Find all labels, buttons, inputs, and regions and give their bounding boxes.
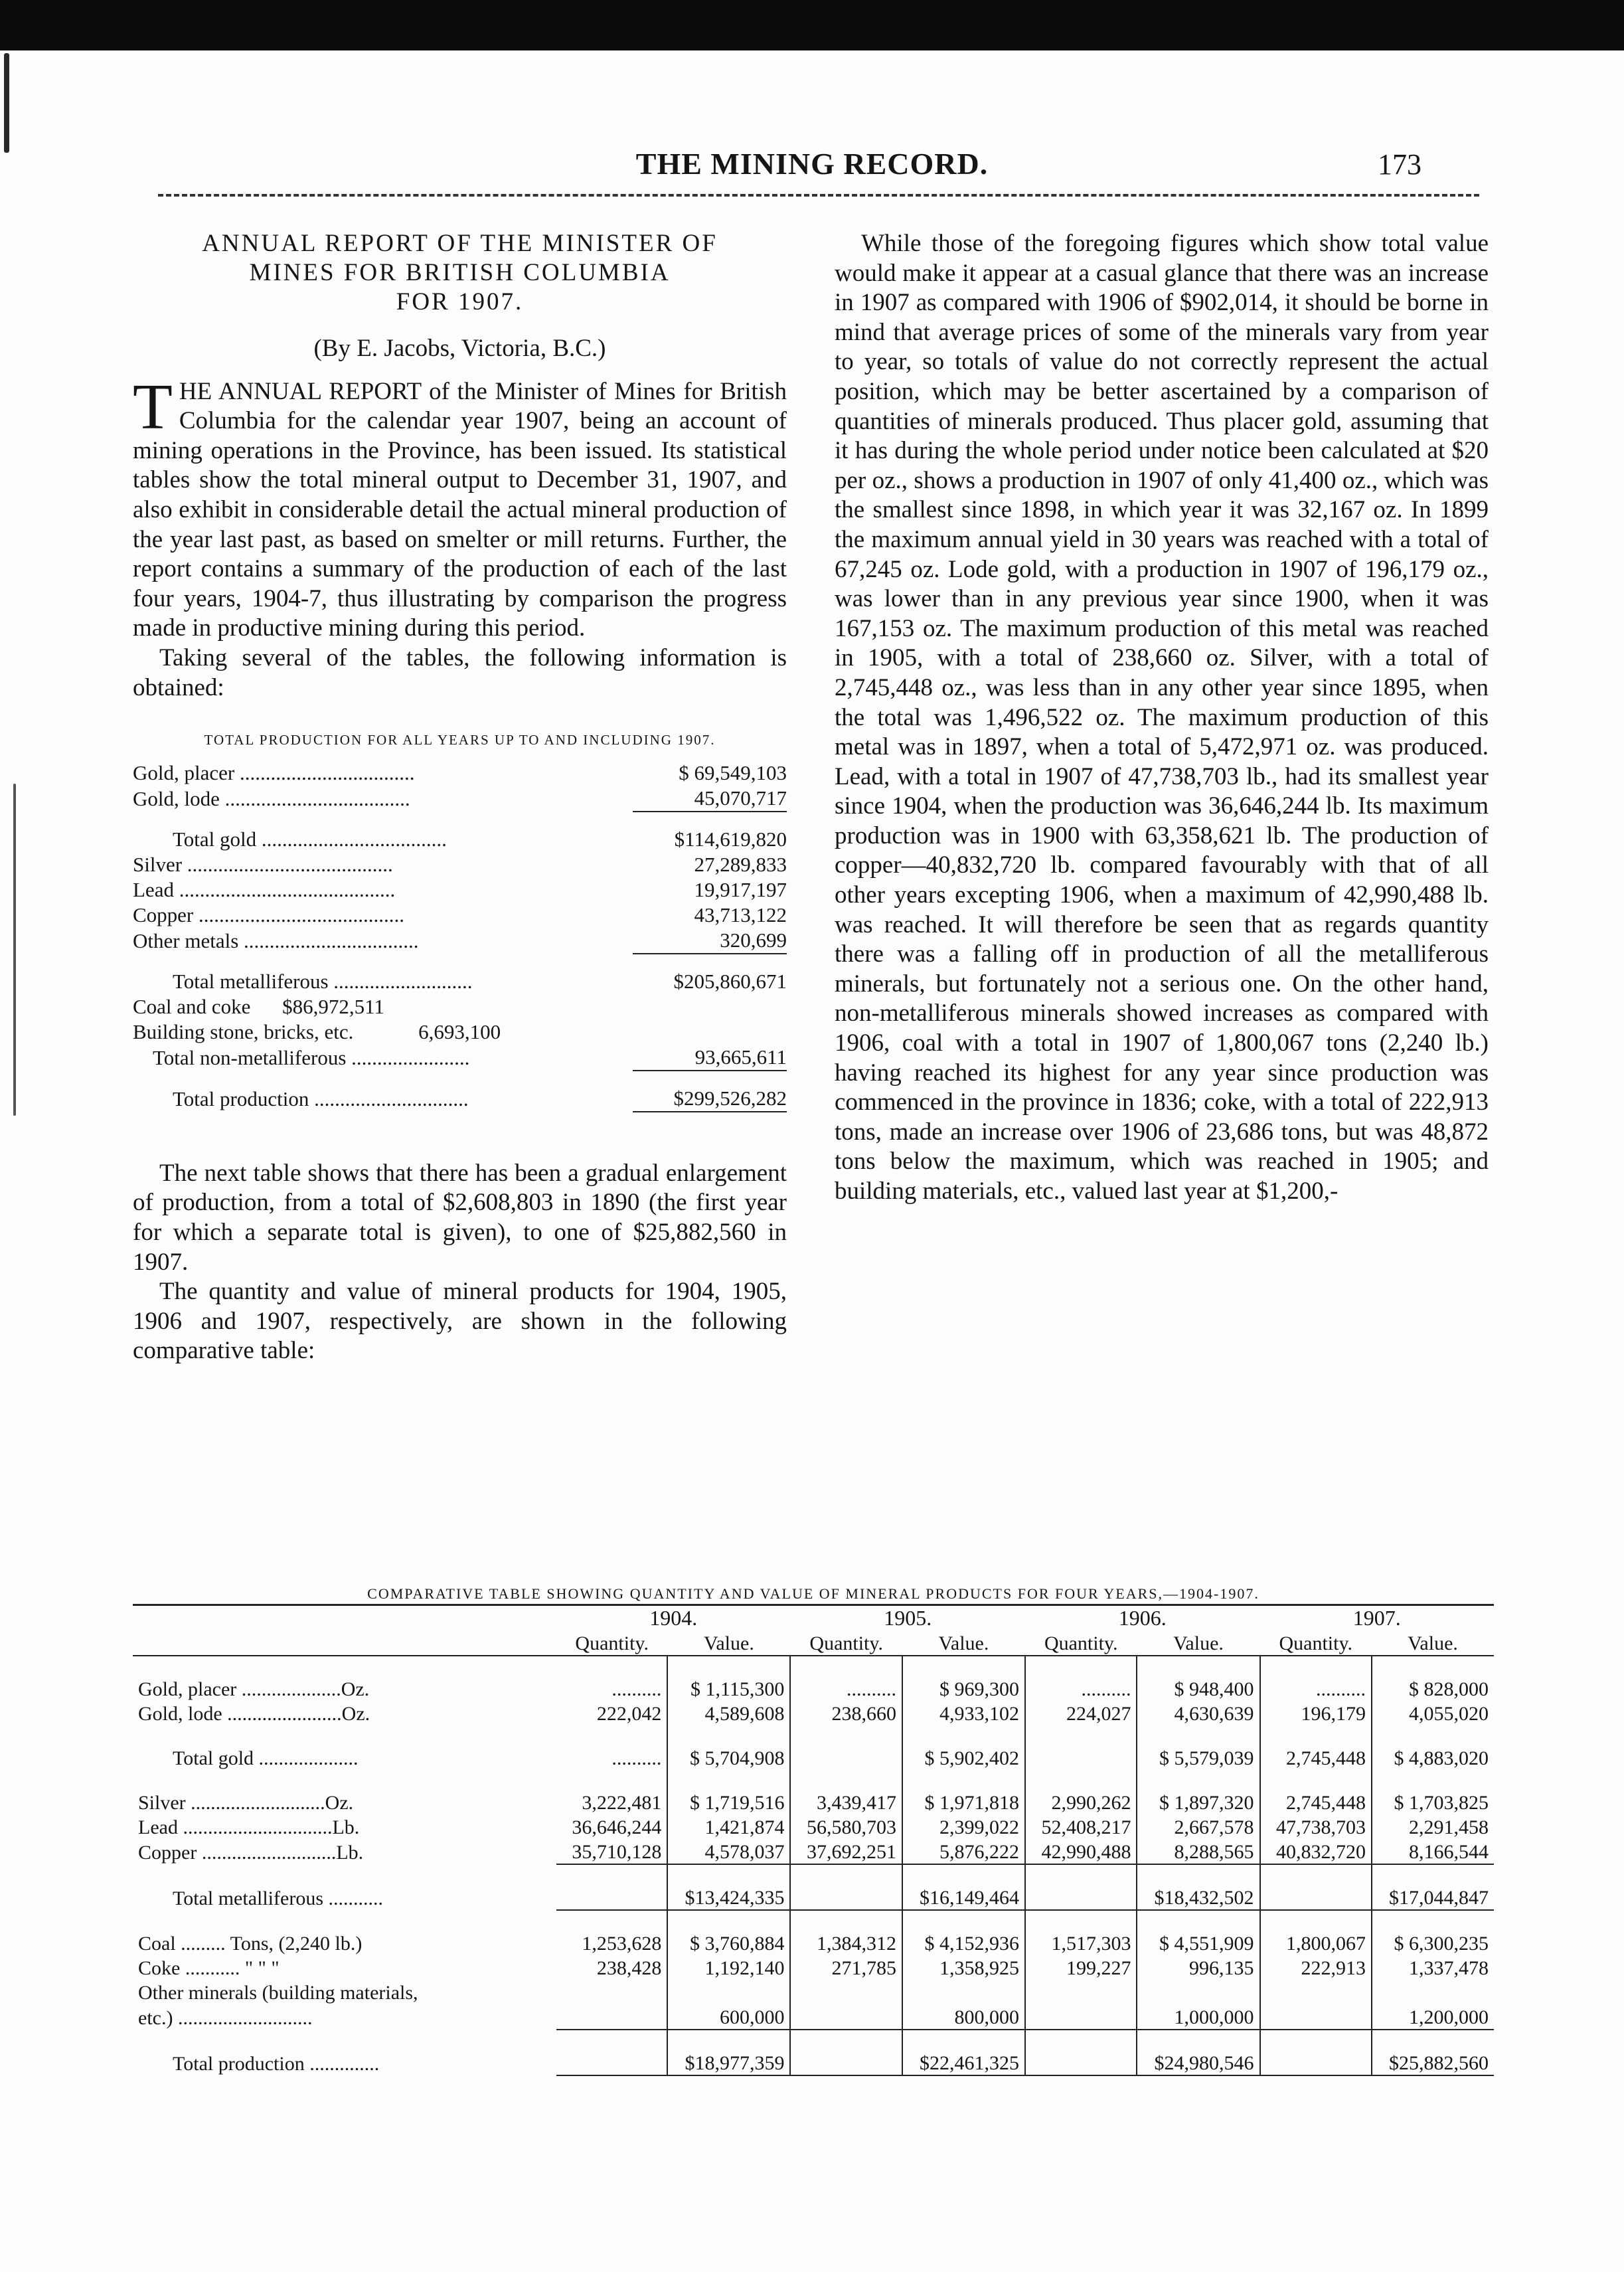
- value-cell: 600,000: [667, 2004, 790, 2030]
- quantity-cell: [790, 2050, 902, 2075]
- comparative-table: [133, 1604, 1494, 2076]
- table-row: [133, 1676, 1494, 1701]
- row-value: 27,289,833: [694, 852, 787, 876]
- article-title: [133, 229, 787, 317]
- row-value: $205,860,671: [673, 969, 787, 993]
- value-cell: $16,149,464: [902, 1885, 1025, 1910]
- value-cell: $ 1,897,320: [1137, 1790, 1259, 1814]
- value-cell: 4,055,020: [1409, 1703, 1489, 1725]
- quantity-cell: 222,913: [1260, 1955, 1372, 1980]
- value-cell: 1,200,000: [1372, 2004, 1494, 2030]
- paragraph: The next table shows that there has been a gradual enlargement of production, from a total of $2,608,803 in 1890 (the first year for which a separate total is given), to one of $25,882,560 in 1907.: [133, 1159, 787, 1276]
- quantity-cell: 2,745,448: [1260, 1790, 1372, 1814]
- val-header: Value.: [1372, 1630, 1494, 1656]
- qty-header: Quantity.: [556, 1630, 667, 1656]
- table-row: [133, 1045, 787, 1071]
- value-cell: $13,424,335: [667, 1885, 790, 1910]
- row-label: Total metalliferous ...........................: [173, 969, 473, 993]
- quantity-cell: 196,179: [1260, 1701, 1372, 1725]
- value-cell: 2,291,458: [1409, 1816, 1489, 1838]
- paragraph: [133, 371, 787, 644]
- value-cell: $ 1,719,516: [667, 1790, 790, 1814]
- quantity-cell: ..........: [1260, 1676, 1372, 1701]
- table-row: [133, 903, 787, 928]
- row-label: Lead ..............................Lb.: [138, 1816, 360, 1838]
- drop-cap: T: [133, 371, 173, 443]
- row-label: Gold, placer ..................................: [133, 760, 415, 784]
- value-cell: $22,461,325: [902, 2050, 1025, 2075]
- table-row: [133, 1814, 1494, 1839]
- table-row: [133, 877, 787, 903]
- row-label: Coke ........... " " ": [138, 1957, 280, 1979]
- total-production-table: [133, 760, 787, 1112]
- quantity-cell: 37,692,251: [790, 1839, 902, 1864]
- row-value: $114,619,820: [674, 827, 787, 851]
- quantity-cell: 1,517,303: [1025, 1931, 1137, 1955]
- table-row: [133, 760, 787, 786]
- table-row: [133, 2050, 1494, 2075]
- row-label: Coal ......... Tons, (2,240 lb.): [138, 1933, 363, 1955]
- quantity-cell: ..........: [556, 1745, 667, 1770]
- row-label: Total gold ....................................: [173, 827, 447, 851]
- row-label: Total non-metalliferous .......................: [153, 1045, 470, 1069]
- quantity-cell: 3,439,417: [790, 1790, 902, 1814]
- value-cell: 2,399,022: [902, 1814, 1025, 1839]
- comparative-table-caption: COMPARATIVE TABLE SHOWING QUANTITY AND VALUE OF MINERAL PRODUCTS FOR FOUR YEARS,—1904-1907.: [367, 1585, 1259, 1602]
- table-row: [133, 786, 787, 812]
- table-row: [133, 852, 787, 877]
- value-cell: $ 5,579,039: [1137, 1745, 1259, 1770]
- quantity-cell: ..........: [556, 1676, 667, 1701]
- value-cell: 1,000,000: [1137, 2004, 1259, 2030]
- row-label: Other minerals (building materials,: [138, 1982, 418, 2004]
- row-value: $ 69,549,103: [679, 760, 787, 784]
- row-label: Silver ...........................Oz.: [138, 1792, 354, 1814]
- value-cell: $ 5,902,402: [902, 1745, 1025, 1770]
- value-cell: $18,977,359: [667, 2050, 790, 2075]
- coal-value: $86,972,511: [282, 994, 384, 1018]
- quantity-cell: [1025, 2050, 1137, 2075]
- value-cell: $ 5,704,908: [667, 1745, 790, 1770]
- scan-edge-mark: [4, 53, 9, 153]
- title-line: ANNUAL REPORT OF THE MINISTER OF: [202, 230, 718, 257]
- value-cell: $ 4,883,020: [1394, 1747, 1489, 1769]
- quantity-cell: 40,832,720: [1260, 1839, 1372, 1864]
- row-label: Total gold ....................: [173, 1747, 359, 1769]
- row-value: 19,917,197: [694, 877, 787, 901]
- row-label: Total production ..............: [173, 2053, 380, 2075]
- left-column: [133, 229, 787, 1366]
- value-cell: 8,288,565: [1137, 1839, 1259, 1864]
- value-cell: $ 3,760,884: [667, 1931, 790, 1955]
- quantity-cell: [790, 2004, 902, 2030]
- row-value: $299,526,282: [633, 1086, 787, 1112]
- val-header: Value.: [667, 1630, 790, 1656]
- row-label: Silver ........................................: [133, 852, 393, 876]
- row-label: etc.) ...........................: [138, 2007, 313, 2029]
- title-line: FOR 1907.: [396, 288, 524, 315]
- table-row: [133, 969, 787, 994]
- quantity-cell: [1260, 1885, 1372, 1910]
- value-cell: 4,630,639: [1137, 1701, 1259, 1725]
- quantity-cell: ..........: [1025, 1676, 1137, 1701]
- value-cell: $ 1,115,300: [667, 1676, 790, 1701]
- scan-top-border: [0, 0, 1624, 50]
- quantity-cell: [556, 1885, 667, 1910]
- byline: (By E. Jacobs, Victoria, B.C.): [313, 335, 606, 362]
- qty-header: Quantity.: [1260, 1630, 1372, 1656]
- quantity-cell: 42,990,488: [1025, 1839, 1137, 1864]
- quantity-cell: 47,738,703: [1260, 1814, 1372, 1839]
- row-value: 93,665,611: [633, 1045, 787, 1071]
- value-cell: $18,432,502: [1137, 1885, 1259, 1910]
- header-rule: [158, 194, 1479, 197]
- table-row: [133, 1980, 1494, 2004]
- quantity-cell: [1260, 2004, 1372, 2030]
- value-cell: 5,876,222: [902, 1839, 1025, 1864]
- value-cell: $ 4,152,936: [902, 1931, 1025, 1955]
- value-cell: 1,421,874: [667, 1814, 790, 1839]
- table-row: [133, 1086, 787, 1112]
- value-cell: 1,358,925: [902, 1955, 1025, 1980]
- table-row: [133, 827, 787, 852]
- row-label: Gold, lode .......................Oz.: [138, 1703, 370, 1725]
- value-cell: $25,882,560: [1372, 2050, 1494, 2075]
- quantity-cell: 2,990,262: [1025, 1790, 1137, 1814]
- value-cell: 4,933,102: [902, 1701, 1025, 1725]
- table-row: [133, 1745, 1494, 1770]
- value-cell: $ 1,971,818: [902, 1790, 1025, 1814]
- table-caption: TOTAL PRODUCTION FOR ALL YEARS UP TO AND INCLUDING 1907.: [204, 732, 716, 748]
- row-label: Gold, placer ....................Oz.: [138, 1678, 370, 1700]
- right-column: [835, 229, 1489, 1207]
- quantity-cell: [790, 1885, 902, 1910]
- quantity-cell: 1,800,067: [1260, 1931, 1372, 1955]
- scan-edge-mark: [13, 784, 16, 1116]
- quantity-cell: 3,222,481: [556, 1790, 667, 1814]
- quantity-cell: [1260, 2050, 1372, 2075]
- quantity-cell: 238,660: [790, 1701, 902, 1725]
- year-header: 1907.: [1260, 1605, 1495, 1631]
- row-label: Total metalliferous ...........: [173, 1887, 383, 1909]
- value-cell: 4,578,037: [667, 1839, 790, 1864]
- quantity-cell: 35,710,128: [556, 1839, 667, 1864]
- value-cell: 4,589,608: [667, 1701, 790, 1725]
- value-cell: $24,980,546: [1137, 2050, 1259, 2075]
- paragraph-text: HE ANNUAL REPORT of the Minister of Mines for British Columbia for the calendar year 1907, being an account of mining operations in the Province, has been issued. Its statistical tables show the total mineral output to December 31, 1907, and also exhibit in considerable detail the actual mineral production of the year last past, as based on smelter or mill returns. Further, the report contains a summary of the production of each of the last four years, 1904-7, thus illustrating by comparison the progress made in productive mining during this period.: [133, 377, 787, 642]
- building-value: 6,693,100: [418, 1019, 501, 1043]
- table-row: [133, 1701, 1494, 1725]
- row-label: Other metals ..................................: [133, 928, 419, 952]
- row-label: Lead ..........................................: [133, 877, 396, 901]
- quantity-cell: [1025, 1885, 1137, 1910]
- year-header: 1906.: [1025, 1605, 1260, 1631]
- row-label: Copper ........................................: [133, 903, 405, 926]
- running-header: THE MINING RECORD.: [635, 147, 989, 181]
- quantity-cell: [1025, 1745, 1137, 1770]
- coal-label: Coal and coke: [133, 994, 251, 1018]
- val-header: Value.: [902, 1630, 1025, 1656]
- quantity-cell: 1,253,628: [556, 1931, 667, 1955]
- table-row: [133, 2004, 1494, 2030]
- year-header-row: [133, 1605, 1494, 1631]
- value-cell: 996,135: [1137, 1955, 1259, 1980]
- value-cell: 800,000: [902, 2004, 1025, 2030]
- value-cell: 2,667,578: [1137, 1814, 1259, 1839]
- quantity-cell: 238,428: [556, 1955, 667, 1980]
- quantity-cell: [790, 1745, 902, 1770]
- quantity-cell: 222,042: [556, 1701, 667, 1725]
- quantity-cell: 1,384,312: [790, 1931, 902, 1955]
- quantity-cell: 224,027: [1025, 1701, 1137, 1725]
- value-cell: $ 4,551,909: [1137, 1931, 1259, 1955]
- value-cell: $ 969,300: [902, 1676, 1025, 1701]
- value-cell: 1,337,478: [1409, 1957, 1489, 1979]
- qty-header: Quantity.: [790, 1630, 902, 1656]
- table-row: [133, 1019, 787, 1045]
- row-label: [133, 994, 633, 1019]
- value-cell: $ 1,703,825: [1394, 1792, 1489, 1814]
- quantity-cell: 56,580,703: [790, 1814, 902, 1839]
- title-line: MINES FOR BRITISH COLUMBIA: [249, 259, 671, 286]
- table-row: [133, 994, 787, 1019]
- quantity-cell: [556, 2050, 667, 2075]
- qty-header: Quantity.: [1025, 1630, 1137, 1656]
- row-label: Total production ..............................: [173, 1087, 469, 1110]
- table-row: [133, 1790, 1494, 1814]
- table-row: [133, 1931, 1494, 1955]
- quantity-cell: 36,646,244: [556, 1814, 667, 1839]
- table-row: [133, 1955, 1494, 1980]
- row-label: Gold, lode ....................................: [133, 786, 410, 810]
- value-cell: 8,166,544: [1372, 1839, 1494, 1864]
- row-label: [133, 1019, 633, 1045]
- year-header: 1904.: [556, 1605, 790, 1631]
- quantity-cell: 199,227: [1025, 1955, 1137, 1980]
- quantity-cell: ..........: [790, 1676, 902, 1701]
- row-value: 320,699: [633, 928, 787, 954]
- column-header-row: [133, 1630, 1494, 1656]
- quantity-cell: 52,408,217: [1025, 1814, 1137, 1839]
- table-row: [133, 1839, 1494, 1864]
- quantity-cell: 271,785: [790, 1955, 902, 1980]
- year-header: 1905.: [790, 1605, 1025, 1631]
- quantity-cell: [1025, 2004, 1137, 2030]
- row-value: 45,070,717: [633, 786, 787, 812]
- value-cell: $17,044,847: [1372, 1885, 1494, 1910]
- paragraph: While those of the foregoing figures which show total value would make it appear at a casual glance that there was an increase in 1907 as compared with 1906 of $902,014, it should be borne in mind that average prices of some of the minerals vary from year to year, so totals of value do not correctly represent the actual position, which may be better ascertained by a comparison of quantities of minerals produced. Thus placer gold, assuming that it has during the whole period under notice been calculated at $20 per oz., shows a production in 1907 of only 41,400 oz., which was the smallest since 1898, in which year it was 32,167 oz. In 1899 the maximum annual yield in 30 years was reached with a total of 67,245 oz. Lode gold, with a production in 1907 of 196,179 oz., was lower than in any previous year since 1900, when it was 167,153 oz. The maximum production of this metal was reached in 1905, with a total of 238,660 oz. Silver, with a total of 2,745,448 oz., was less than in any other year since 1895, when the total was 1,496,522 oz. The maximum production of this metal was in 1897, when a total of 5,472,971 oz. was produced. Lead, with a total in 1907 of 47,738,703 lb., had its smallest year since 1904, when the production was 36,646,244 lb. Its maximum production was in 1900 with 63,358,621 lb. The production of copper—40,832,720 lb. compared favourably with that of all other years excepting 1906, when a maximum of 42,990,488 lb. was reached. It will therefore be seen that as regards quantity there was a falling off in production of all the metalliferous minerals, but fortunately not a serious one. On the other hand, non-metalliferous minerals showed increases as compared with 1906, coal with a total in 1907 of 1,800,067 tons (2,240 lb.) having reached its highest for any year since production was commenced in the province in 1836; coke, with a total of 222,913 tons, made an increase over 1906 of 23,686 tons, but was 48,872 tons below the maximum, which was reached in 1905; and building materials, etc., valued last year at $1,200,-: [835, 230, 1489, 1205]
- value-cell: $ 828,000: [1409, 1678, 1489, 1700]
- value-cell: 1,192,140: [667, 1955, 790, 1980]
- quantity-cell: [556, 2004, 667, 2030]
- paragraph: Taking several of the tables, the following information is obtained:: [133, 644, 787, 701]
- table-row: [133, 1885, 1494, 1910]
- page-number: 173: [1378, 148, 1421, 181]
- paragraph: The quantity and value of mineral products for 1904, 1905, 1906 and 1907, respectively, are shown in the following comparative table:: [133, 1278, 787, 1365]
- value-cell: $ 6,300,235: [1394, 1933, 1489, 1955]
- val-header: Value.: [1137, 1630, 1259, 1656]
- table-row: [133, 928, 787, 954]
- quantity-cell: 2,745,448: [1260, 1745, 1372, 1770]
- value-cell: $ 948,400: [1137, 1676, 1259, 1701]
- building-label: Building stone, bricks, etc.: [133, 1019, 354, 1043]
- row-label: Copper ...........................Lb.: [138, 1842, 364, 1864]
- row-value: 43,713,122: [694, 903, 787, 926]
